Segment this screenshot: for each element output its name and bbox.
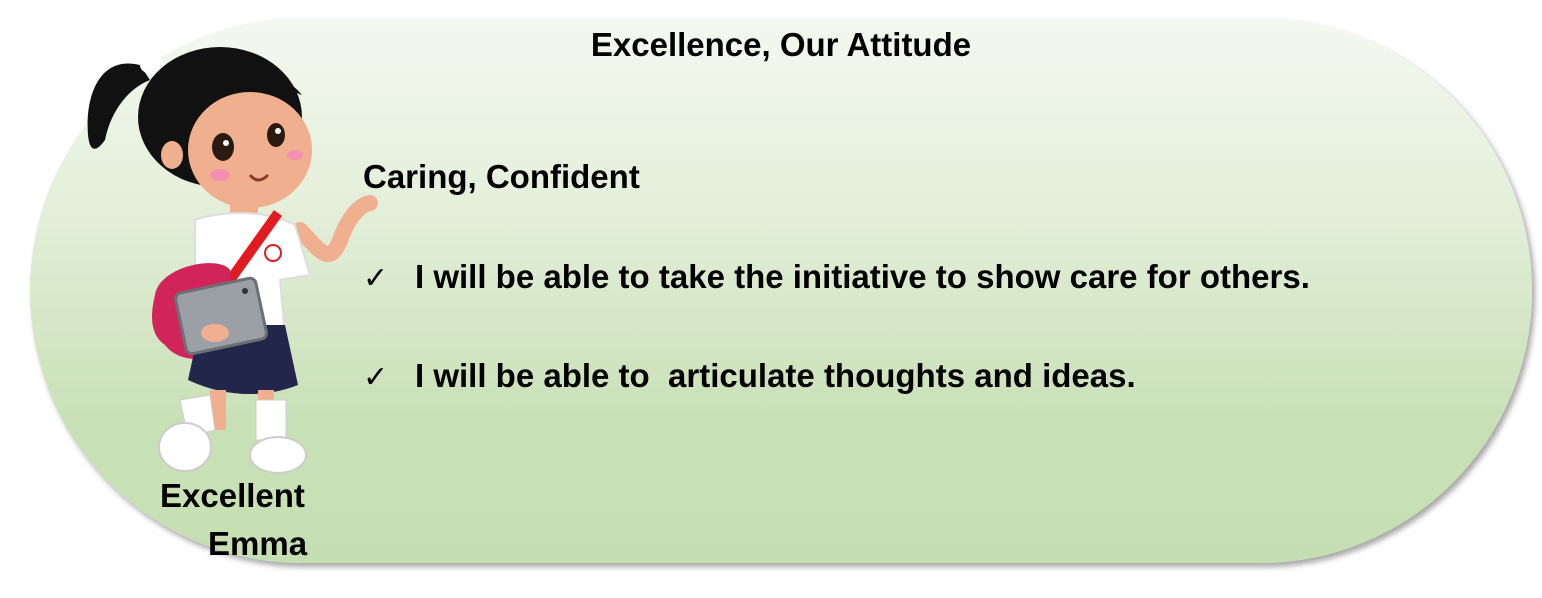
left-eye (212, 133, 234, 161)
right-eye (267, 123, 285, 147)
section-subtitle: Caring, Confident (363, 158, 640, 195)
waving-arm (300, 203, 370, 254)
check-icon: ✓ (363, 262, 389, 295)
list-item (363, 258, 1310, 296)
caption-line-2: Emma (208, 525, 308, 562)
school-badge (265, 245, 281, 261)
cheek (210, 169, 230, 181)
check-icon: ✓ (363, 361, 389, 394)
list-item-text: I will be able to take the initiative to show care for others. (415, 258, 1310, 295)
page-title: Excellence, Our Attitude (590, 26, 972, 63)
caption-line-1: Excellent (160, 477, 305, 514)
list-item-text: I will be able to articulate thoughts and ideas. (415, 357, 1136, 394)
ear (161, 141, 183, 169)
face (188, 92, 312, 208)
cheek (287, 150, 303, 160)
character-caption (160, 472, 320, 568)
girl-illustration (80, 35, 380, 485)
left-shoe (159, 423, 211, 471)
right-shoe (250, 437, 306, 473)
list-item (363, 357, 1136, 395)
